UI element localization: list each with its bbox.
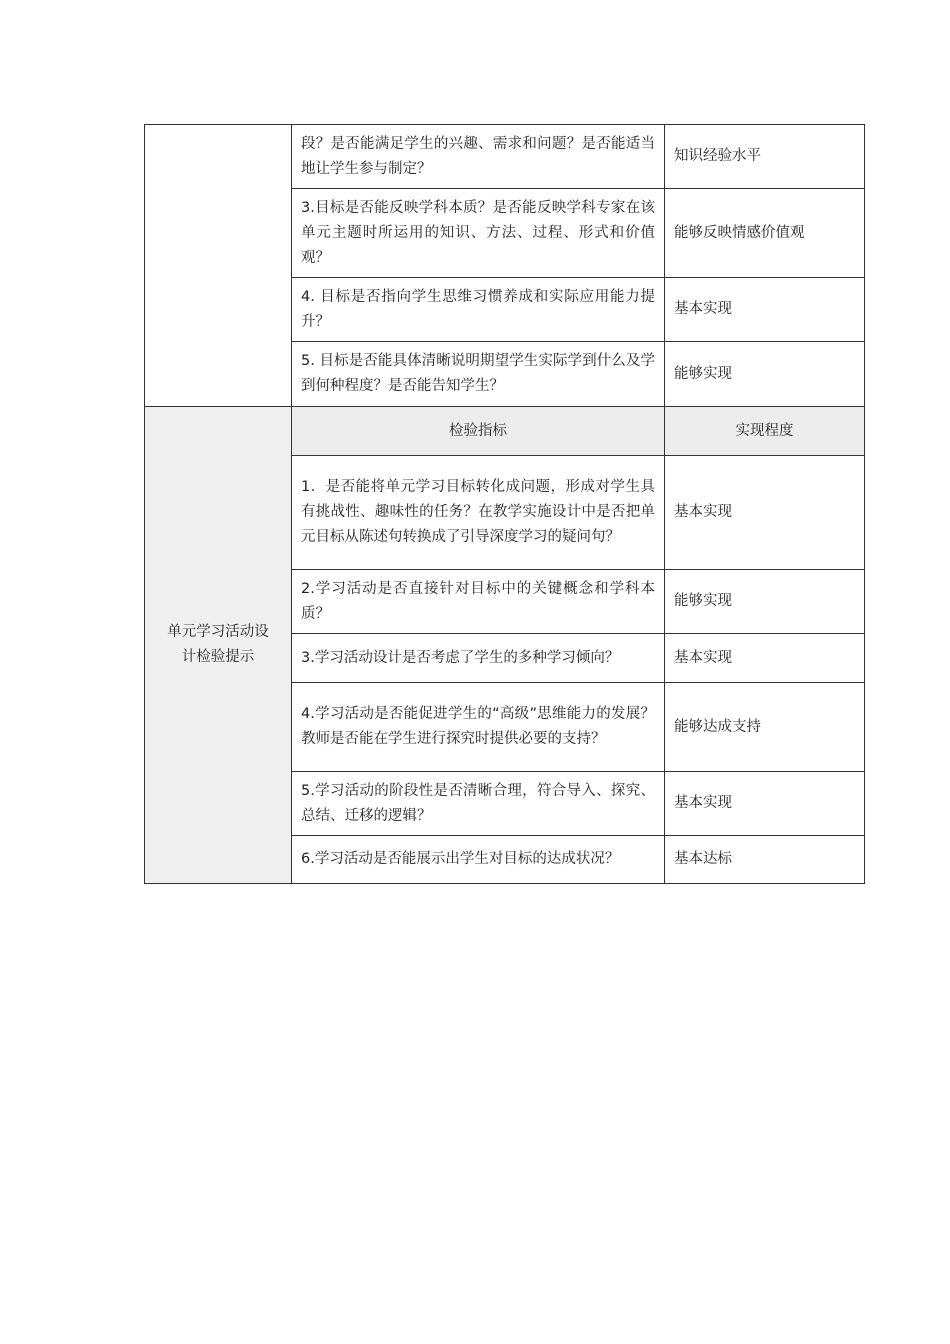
activity-prompt-1: 1．是否能将单元学习目标转化成问题，形成对学生具有挑战性、趣味性的任务？在教学实施设计中是否把单元目标从陈述句转换成了引导深度学习的疑问句？ — [292, 456, 665, 570]
table-header-row — [145, 407, 865, 456]
activity-prompt-5: 5.学习活动的阶段性是否清晰合理，符合导入、探究、总结、迁移的逻辑？ — [292, 772, 665, 836]
activity-prompt-3: 3.学习活动设计是否考虑了学生的多种学习倾向？ — [292, 634, 665, 683]
goal-section-label — [145, 125, 292, 407]
activity-level-6: 基本达标 — [665, 836, 865, 884]
goal-prompt-1: 段？是否能满足学生的兴趣、需求和问题？是否能适当地让学生参与制定？ — [292, 125, 665, 189]
goal-prompt-2: 3.目标是否能反映学科本质？是否能反映学科专家在该单元主题时所运用的知识、方法、过程、形式和价值观？ — [292, 189, 665, 278]
level-header: 实现程度 — [665, 407, 865, 456]
evaluation-table — [144, 124, 865, 884]
goal-level-4: 能够实现 — [665, 342, 865, 407]
table-row — [145, 125, 865, 189]
activity-prompt-4: 4.学习活动是否能促进学生的“高级”思维能力的发展？教师是否能在学生进行探究时提供必要的支持？ — [292, 683, 665, 772]
goal-level-2: 能够反映情感价值观 — [665, 189, 865, 278]
goal-prompt-3: 4. 目标是否指向学生思维习惯养成和实际应用能力提升？ — [292, 278, 665, 342]
goal-level-1: 知识经验水平 — [665, 125, 865, 189]
activity-section-label: 单元学习活动设计检验提示 — [145, 407, 292, 884]
activity-prompt-2: 2.学习活动是否直接针对目标中的关键概念和学科本质？ — [292, 570, 665, 634]
activity-level-1: 基本实现 — [665, 456, 865, 570]
indicator-header: 检验指标 — [292, 407, 665, 456]
goal-prompt-4: 5. 目标是否能具体清晰说明期望学生实际学到什么及学到何种程度？是否能告知学生？ — [292, 342, 665, 407]
goal-level-3: 基本实现 — [665, 278, 865, 342]
activity-level-3: 基本实现 — [665, 634, 865, 683]
activity-level-5: 基本实现 — [665, 772, 865, 836]
activity-level-4: 能够达成支持 — [665, 683, 865, 772]
activity-prompt-6: 6.学习活动是否能展示出学生对目标的达成状况？ — [292, 836, 665, 884]
activity-level-2: 能够实现 — [665, 570, 865, 634]
